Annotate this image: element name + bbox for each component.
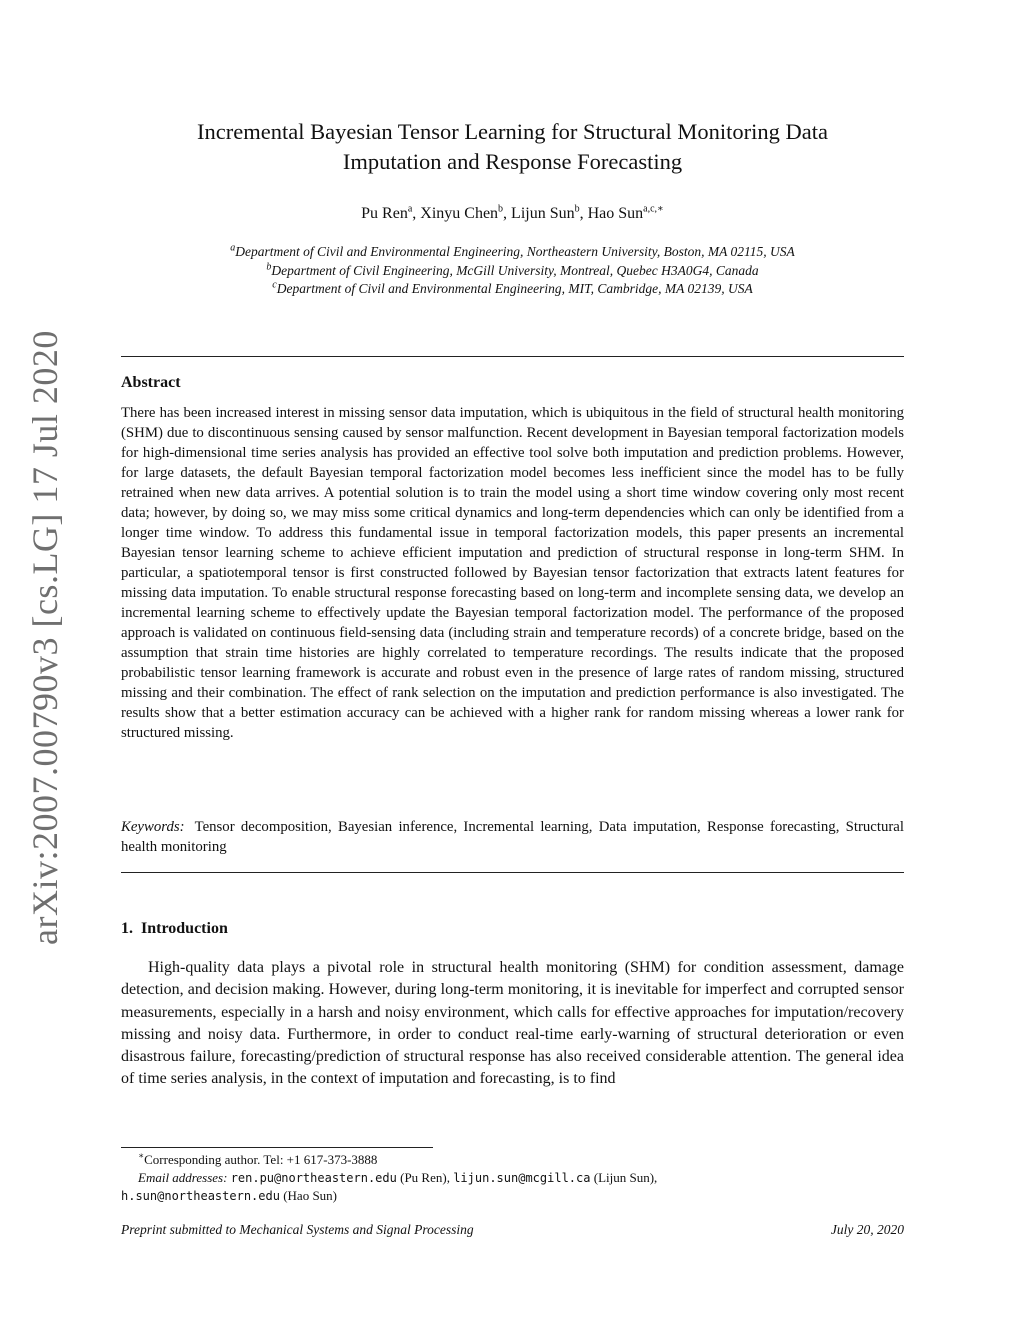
- corresponding-author-text: Corresponding author. Tel: +1 617-373-3888: [144, 1152, 378, 1167]
- author-affil-mark: a: [407, 203, 413, 215]
- footnote-mark: ∗: [138, 1150, 145, 1161]
- preprint-date: July 20, 2020: [830, 1222, 904, 1237]
- email-line: [121, 1187, 904, 1205]
- email-link[interactable]: lijun.sun@mcgill.ca: [453, 1171, 591, 1185]
- author-separator: ,: [412, 205, 421, 222]
- affiliation-item: [121, 262, 904, 281]
- author-list: [121, 203, 904, 225]
- email-label: Email addresses:: [138, 1170, 228, 1185]
- introduction-paragraph: High-quality data plays a pivotal role in structural health monitoring (SHM) for condition assessment, damage detection, and decision making. However, during long-term monitoring, it is inevitable for imperfect and corrupted sensor measurements, especially in a harsh and noisy environment, which calls for effective approaches for imputation/recovery missing and noisy data. Furthermore, in order to conduct real-time early-warning of structural deterioration or even disastrous failure, forecasting/prediction of structural response has also received considerable attention. The general idea of time series analysis, in the context of imputation and forecasting, is to find: [121, 959, 904, 1088]
- affiliation-item: [121, 280, 904, 299]
- author-affil-mark: b: [574, 203, 580, 215]
- affiliation-mark: a: [230, 242, 236, 254]
- email-owner: (Hao Sun): [283, 1188, 337, 1203]
- author-separator: ,: [503, 205, 512, 222]
- title-line-1: Incremental Bayesian Tensor Learning for Structural Monitoring Data: [197, 119, 828, 144]
- email-owner: (Lijun Sun): [593, 1170, 655, 1185]
- author-name: Hao Sun: [587, 205, 644, 222]
- keywords-label: Keywords:: [121, 819, 185, 835]
- keywords-text: Tensor decomposition, Bayesian inference, Incremental learning, Data imputation, Response forecasting, Structural health monitoring: [121, 819, 904, 855]
- abstract-heading: Abstract: [121, 374, 181, 391]
- keywords-block: [121, 817, 904, 857]
- author-affil-mark: b: [498, 203, 504, 215]
- affiliation-text: Department of Civil and Environmental Engineering, Northeastern University, Boston, MA 02115, USA: [235, 244, 795, 259]
- author-name: Xinyu Chen: [420, 205, 499, 222]
- affiliation-list: [121, 243, 904, 299]
- author-name: Lijun Sun: [511, 205, 575, 222]
- abstract-bottom-rule: [121, 872, 904, 873]
- email-link[interactable]: h.sun@northeastern.edu: [121, 1189, 280, 1203]
- section-title: Introduction: [141, 920, 228, 937]
- preprint-note: Preprint submitted to Mechanical Systems and Signal Processing: [121, 1222, 474, 1237]
- abstract-text: There has been increased interest in missing sensor data imputation, which is ubiquitous in the field of structural health monitoring (SHM) due to discontinuous sensing caused by sensor malfunction. Recent development in Bayesian temporal factorization models for high-dimensional time series analysis has provided an effective tool solve both imputation and prediction problems. However, for large datasets, the default Bayesian temporal factorization model becomes less inefficient since the model has to be fully retrained when new data arrives. A potential solution is to train the model using a short time window covering only most recent data; however, by doing so, we may miss some critical dynamics and long-term dependencies which can only be identified from a longer time window. To address this fundamental issue in temporal factorization models, this paper presents an incremental Bayesian tensor learning scheme to achieve efficient imputation and prediction of structural response in long-term SHM. In particular, a spatiotemporal tensor is first constructed followed by Bayesian tensor factorization that extracts latent features for missing data imputation. To enable structural response forecasting based on long-term and incomplete sensing data, we develop an incremental learning scheme to effectively update the Bayesian temporal factorization model. The performance of the proposed approach is validated on continuous field-sensing data (including strain and temperature records) of a concrete bridge, based on the assumption that strain time histories are highly correlated to temperature recordings. The results indicate that the proposed probabilistic tensor learning framework is accurate and robust even in the presence of large rates of random missing, structured missing and their combination. The effect of rank selection on the imputation and prediction performance is also investigated. The results show that a better estimation accuracy can be achieved with a higher rank for random missing whereas a lower rank for structured missing.: [121, 405, 904, 741]
- title-line-2: Imputation and Response Forecasting: [342, 149, 683, 174]
- paper-title: [121, 117, 904, 177]
- email-link[interactable]: ren.pu@northeastern.edu: [230, 1171, 397, 1185]
- abstract-top-rule: [121, 356, 904, 357]
- email-line: [121, 1169, 904, 1187]
- footnotes: [121, 1151, 904, 1205]
- affiliation-item: [121, 243, 904, 262]
- author-affil-mark: a,c,∗: [643, 203, 664, 215]
- footnote-rule: [121, 1147, 433, 1148]
- section-heading: [121, 919, 228, 939]
- corresponding-author-note: [121, 1151, 904, 1169]
- author-name: Pu Ren: [361, 205, 408, 222]
- arxiv-identifier-stamp: arXiv:2007.00790v3 [cs.LG] 17 Jul 2020: [25, 330, 65, 945]
- email-separator: ,: [446, 1170, 454, 1185]
- affiliation-mark: c: [272, 279, 277, 291]
- email-separator: ,: [654, 1170, 658, 1185]
- preprint-footer: [121, 1221, 904, 1239]
- section-number: 1.: [121, 920, 133, 937]
- author-separator: ,: [579, 205, 588, 222]
- affiliation-text: Department of Civil Engineering, McGill University, Montreal, Quebec H3A0G4, Canada: [271, 262, 759, 278]
- email-owner: (Pu Ren): [400, 1170, 447, 1185]
- affiliation-mark: b: [266, 261, 272, 272]
- affiliation-text: Department of Civil and Environmental Engineering, MIT, Cambridge, MA 02139, USA: [276, 281, 753, 296]
